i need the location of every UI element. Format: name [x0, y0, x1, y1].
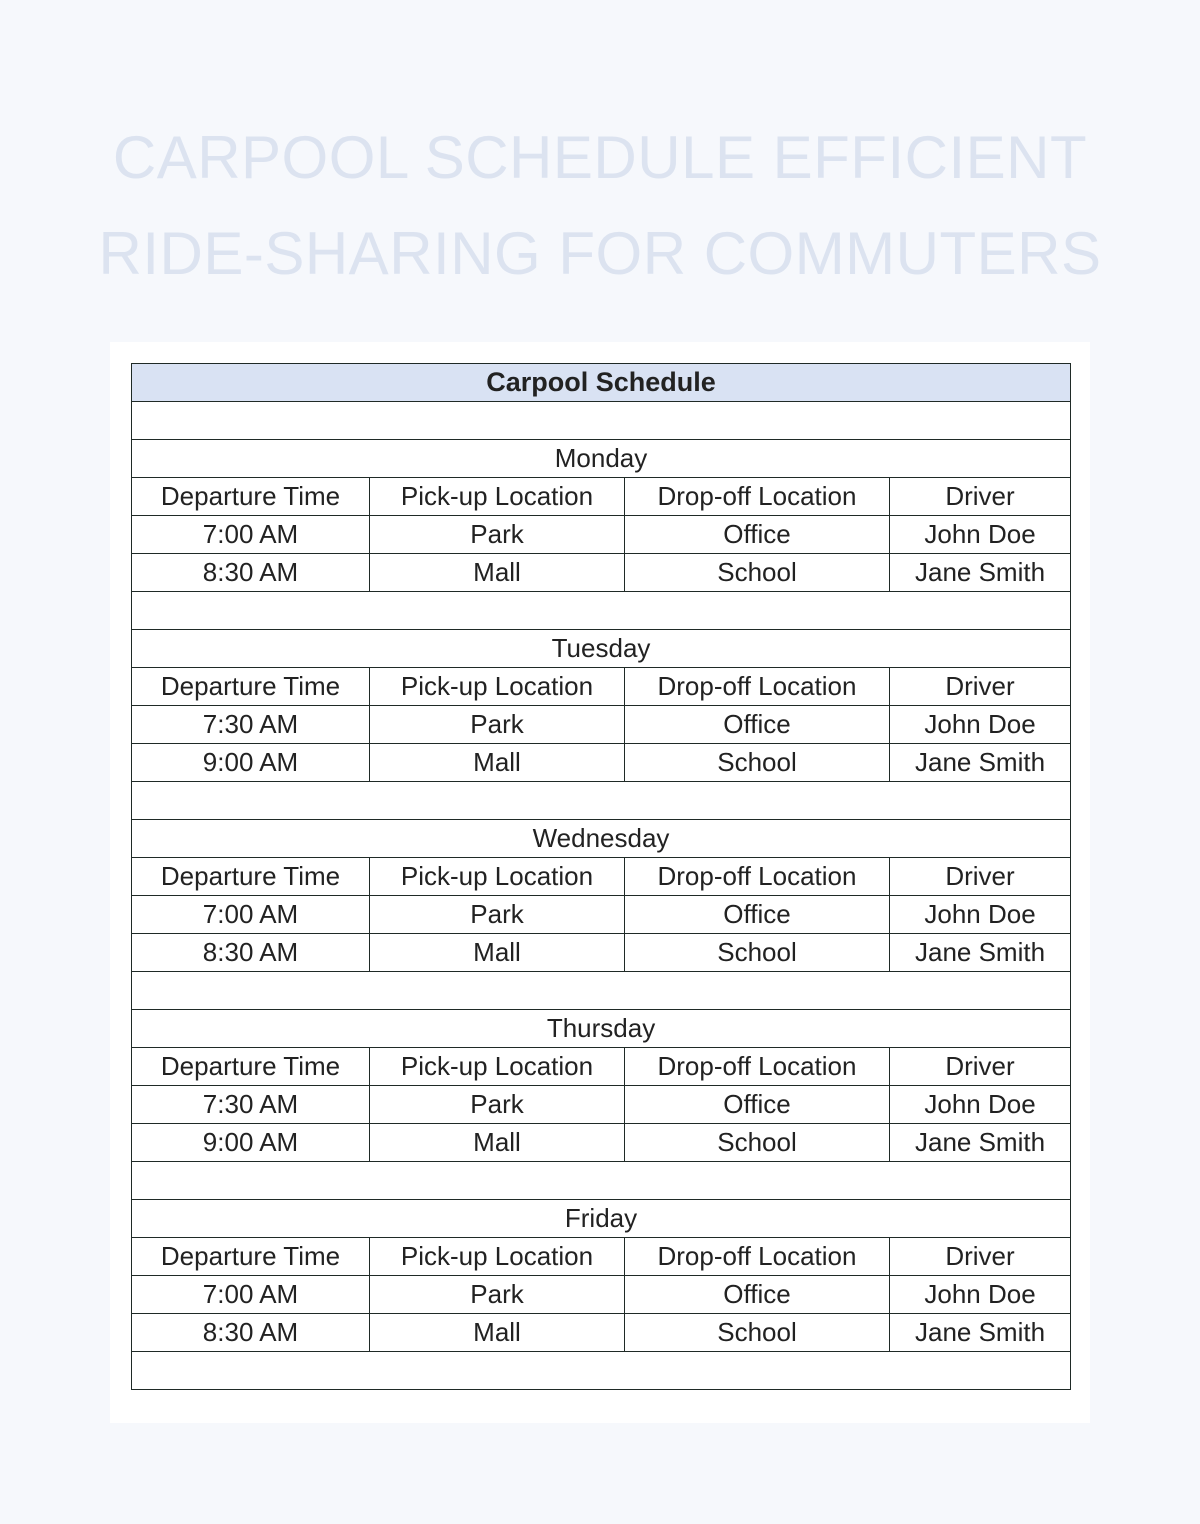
column-header-driver: Driver — [890, 668, 1071, 706]
departure-time-cell: 7:00 AM — [132, 1276, 370, 1314]
empty-cell — [132, 1352, 1071, 1390]
day-row — [132, 1010, 1071, 1048]
day-row — [132, 1200, 1071, 1238]
column-header-row — [132, 478, 1071, 516]
column-header-departure-time: Departure Time — [132, 668, 370, 706]
column-header-driver: Driver — [890, 478, 1071, 516]
column-header-driver: Driver — [890, 1048, 1071, 1086]
column-header-driver: Driver — [890, 1238, 1071, 1276]
pickup-location-cell: Mall — [370, 934, 625, 972]
departure-time-cell: 7:30 AM — [132, 706, 370, 744]
pickup-location-cell: Park — [370, 516, 625, 554]
dropoff-location-cell: School — [625, 1124, 890, 1162]
dropoff-location-cell: Office — [625, 896, 890, 934]
day-row — [132, 820, 1071, 858]
day-label: Friday — [132, 1200, 1071, 1238]
column-header-row — [132, 858, 1071, 896]
column-header-dropoff-location: Drop-off Location — [625, 1048, 890, 1086]
day-label: Tuesday — [132, 630, 1071, 668]
column-header-departure-time: Departure Time — [132, 858, 370, 896]
carpool-schedule-table — [131, 363, 1071, 1390]
day-row — [132, 630, 1071, 668]
day-label: Wednesday — [132, 820, 1071, 858]
driver-cell: Jane Smith — [890, 1314, 1071, 1352]
dropoff-location-cell: Office — [625, 516, 890, 554]
column-header-pickup-location: Pick-up Location — [370, 1048, 625, 1086]
driver-cell: John Doe — [890, 706, 1071, 744]
driver-cell: John Doe — [890, 896, 1071, 934]
departure-time-cell: 7:00 AM — [132, 896, 370, 934]
departure-time-cell: 7:00 AM — [132, 516, 370, 554]
dropoff-location-cell: School — [625, 1314, 890, 1352]
column-header-dropoff-location: Drop-off Location — [625, 858, 890, 896]
driver-cell: Jane Smith — [890, 1124, 1071, 1162]
day-row — [132, 440, 1071, 478]
dropoff-location-cell: Office — [625, 1276, 890, 1314]
empty-cell — [132, 782, 1071, 820]
column-header-departure-time: Departure Time — [132, 1048, 370, 1086]
driver-cell: John Doe — [890, 516, 1071, 554]
pickup-location-cell: Mall — [370, 554, 625, 592]
column-header-pickup-location: Pick-up Location — [370, 1238, 625, 1276]
pickup-location-cell: Park — [370, 706, 625, 744]
column-header-departure-time: Departure Time — [132, 478, 370, 516]
column-header-pickup-location: Pick-up Location — [370, 858, 625, 896]
column-header-pickup-location: Pick-up Location — [370, 668, 625, 706]
spacer-row — [132, 1162, 1071, 1200]
dropoff-location-cell: Office — [625, 1086, 890, 1124]
driver-cell: John Doe — [890, 1086, 1071, 1124]
page-title-line-2: RIDE-SHARING FOR COMMUTERS — [98, 220, 1102, 287]
table-row — [132, 1314, 1071, 1352]
driver-cell: Jane Smith — [890, 554, 1071, 592]
pickup-location-cell: Park — [370, 896, 625, 934]
day-label: Thursday — [132, 1010, 1071, 1048]
empty-cell — [132, 402, 1071, 440]
spacer-row — [132, 972, 1071, 1010]
column-header-row — [132, 668, 1071, 706]
table-row — [132, 516, 1071, 554]
table-row — [132, 1086, 1071, 1124]
departure-time-cell: 9:00 AM — [132, 1124, 370, 1162]
day-label: Monday — [132, 440, 1071, 478]
spacer-row — [132, 402, 1071, 440]
column-header-dropoff-location: Drop-off Location — [625, 668, 890, 706]
pickup-location-cell: Park — [370, 1086, 625, 1124]
departure-time-cell: 8:30 AM — [132, 1314, 370, 1352]
page-title-line-1: CARPOOL SCHEDULE EFFICIENT — [112, 124, 1088, 191]
table-row — [132, 744, 1071, 782]
departure-time-cell: 8:30 AM — [132, 554, 370, 592]
empty-cell — [132, 592, 1071, 630]
table-row — [132, 554, 1071, 592]
pickup-location-cell: Park — [370, 1276, 625, 1314]
departure-time-cell: 7:30 AM — [132, 1086, 370, 1124]
pickup-location-cell: Mall — [370, 1124, 625, 1162]
table-row — [132, 896, 1071, 934]
table-row — [132, 934, 1071, 972]
spacer-row — [132, 782, 1071, 820]
empty-cell — [132, 972, 1071, 1010]
dropoff-location-cell: School — [625, 554, 890, 592]
driver-cell: Jane Smith — [890, 934, 1071, 972]
table-title-row — [132, 364, 1071, 402]
table-row — [132, 1124, 1071, 1162]
departure-time-cell: 8:30 AM — [132, 934, 370, 972]
dropoff-location-cell: School — [625, 934, 890, 972]
pickup-location-cell: Mall — [370, 1314, 625, 1352]
dropoff-location-cell: School — [625, 744, 890, 782]
column-header-dropoff-location: Drop-off Location — [625, 478, 890, 516]
column-header-row — [132, 1048, 1071, 1086]
table-title: Carpool Schedule — [132, 364, 1071, 402]
column-header-dropoff-location: Drop-off Location — [625, 1238, 890, 1276]
pickup-location-cell: Mall — [370, 744, 625, 782]
column-header-driver: Driver — [890, 858, 1071, 896]
table-row — [132, 1276, 1071, 1314]
dropoff-location-cell: Office — [625, 706, 890, 744]
column-header-row — [132, 1238, 1071, 1276]
departure-time-cell: 9:00 AM — [132, 744, 370, 782]
driver-cell: Jane Smith — [890, 744, 1071, 782]
spacer-row — [132, 1352, 1071, 1390]
table-row — [132, 706, 1071, 744]
column-header-departure-time: Departure Time — [132, 1238, 370, 1276]
column-header-pickup-location: Pick-up Location — [370, 478, 625, 516]
page-title — [0, 110, 1200, 302]
driver-cell: John Doe — [890, 1276, 1071, 1314]
spacer-row — [132, 592, 1071, 630]
empty-cell — [132, 1162, 1071, 1200]
